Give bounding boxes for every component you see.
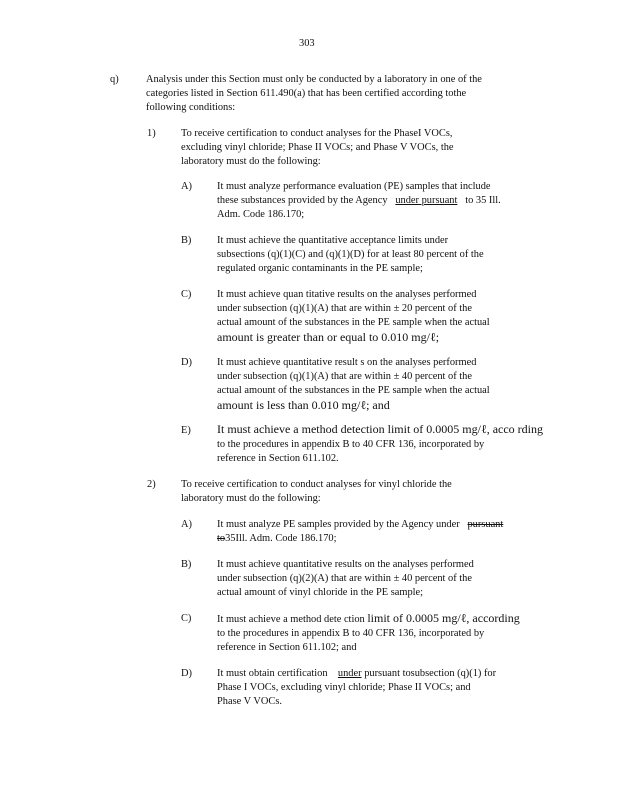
item2-c-line-1 [217,611,520,627]
q-label: q) [110,74,119,85]
q-line-1: Analysis under this Section must only be conducted by a laboratory in one of the [146,74,482,85]
item1-label: 1) [147,128,156,139]
item1-line-1: To receive certification to conduct analyses for the PhaseI VOCs, [181,128,453,139]
item2-label: 2) [147,479,156,490]
item2-a-struck-1: pursuant [467,519,504,530]
item2-a-line-2 [217,532,337,546]
item1-c-label: C) [181,289,192,300]
item1-d-label: D) [181,357,192,368]
q-line-3: following conditions: [146,102,236,113]
item2-c-label: C) [181,613,192,624]
item2-d-line-3: Phase V VOCs. [217,696,282,707]
item2-a-label: A) [181,519,192,530]
item2-d-label: D) [181,668,192,679]
item1-line-3: laboratory must do the following: [181,156,321,167]
item2-d-line-1 [217,667,496,681]
item2-a-line-2-text: 35Ill. Adm. Code 186.170; [225,533,337,544]
item1-a-line-3: Adm. Code 186.170; [217,209,305,220]
item2-c-line-1-large: limit of 0.0005 mg/ℓ, according [367,611,520,625]
item2-c-line-3: reference in Section 611.102; and [217,642,357,653]
item2-line-1: To receive certification to conduct analyses for vinyl chloride the [181,479,452,490]
item1-a-line-1: It must analyze performance evaluation (PE) samples that include [217,181,491,192]
item1-d-line-2: under subsection (q)(1)(A) that are within ± 40 percent of the [217,371,472,382]
item1-c-line-1: It must achieve quan titative results on the analyses performed [217,289,477,300]
item1-a-label: A) [181,181,192,192]
item1-c-line-2: under subsection (q)(1)(A) that are within ± 20 percent of the [217,303,472,314]
item1-e-line-2: to the procedures in appendix B to 40 CFR 136, incorporated by [217,439,485,450]
item1-b-label: B) [181,235,192,246]
item1-b-line-2: subsections (q)(1)(C) and (q)(1)(D) for at least 80 percent of the [217,249,484,260]
item1-c-line-4: amount is greater than or equal to 0.010 mg/ℓ; [217,330,440,344]
item1-b-line-3: regulated organic contaminants in the PE sample; [217,263,423,274]
item2-b-label: B) [181,559,192,570]
item1-d-line-1: It must achieve quantitative result s on the analyses performed [217,357,477,368]
item2-line-2: laboratory must do the following: [181,493,321,504]
item1-a-underlined: under pursuant [395,195,458,206]
item2-d-line-1-text: It must obtain certification [217,668,328,679]
item2-a-struck-2: to [217,533,226,544]
q-line-2: categories listed in Section 611.490(a) that has been certified according tothe [146,88,467,99]
item2-c-line-1-text: It must achieve a method dete ction [217,614,365,625]
item1-d-line-3: actual amount of the substances in the PE sample when the actual [217,385,490,396]
item1-a-line-2-text: these substances provided by the Agency [217,195,388,206]
item2-b-line-2: under subsection (q)(2)(A) that are within ± 40 percent of the [217,573,472,584]
item1-line-2: excluding vinyl chloride; Phase II VOCs; and Phase V VOCs, the [181,142,454,153]
item1-b-line-1: It must achieve the quantitative acceptance limits under [217,235,449,246]
item2-b-line-1: It must achieve quantitative results on the analyses performed [217,559,474,570]
item1-a-line-2 [217,194,501,208]
item2-b-line-3: actual amount of vinyl chloride in the PE sample; [217,587,424,598]
item1-a-line-2-end: to 35 Ill. [465,195,501,206]
item2-c-line-2: to the procedures in appendix B to 40 CFR 136, incorporated by [217,628,485,639]
item1-e-label: E) [181,425,191,436]
item2-a-line-1-text: It must analyze PE samples provided by the Agency under [217,519,460,530]
item1-d-line-4: amount is less than 0.010 mg/ℓ; and [217,398,390,412]
item1-e-line-1: It must achieve a method detection limit of 0.0005 mg/ℓ, acco rding [217,422,543,436]
item2-a-line-1 [217,518,503,532]
item1-c-line-3: actual amount of the substances in the PE sample when the actual [217,317,490,328]
item2-d-line-1-end: pursuant tosubsection (q)(1) for [364,668,497,679]
item2-d-line-2: Phase I VOCs, excluding vinyl chloride; Phase II VOCs; and [217,682,471,693]
item2-d-underlined: under [337,668,362,679]
item1-e-line-3: reference in Section 611.102. [217,453,339,464]
page-number: 303 [299,38,315,49]
